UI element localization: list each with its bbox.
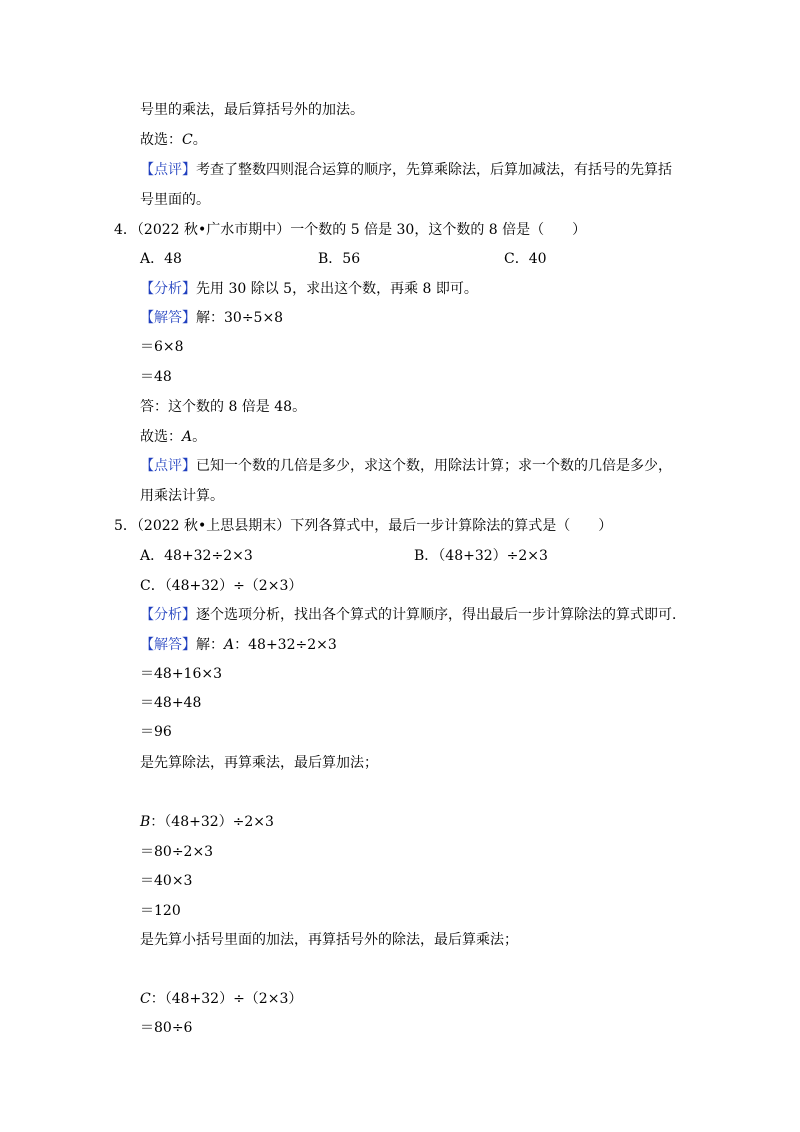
analysis-tag: 【分析】 bbox=[140, 607, 196, 623]
question-number: 5． bbox=[114, 518, 137, 534]
expression: ：（48+32）÷（2×3） bbox=[150, 991, 303, 1007]
choice-line bbox=[140, 427, 206, 447]
answer-tag: 【解答】 bbox=[140, 310, 196, 326]
choice-suffix: 。 bbox=[192, 132, 207, 148]
answer-tag: 【解答】 bbox=[140, 637, 196, 653]
choice-prefix: 故选： bbox=[140, 429, 182, 445]
question-text: （2022 秋•广水市期中）一个数的 5 倍是 30，这个数的 8 倍是（ ） bbox=[136, 222, 587, 238]
comment-text: 已知一个数的几倍是多少，求这个数，用除法计算；求一个数的几倍是多少， bbox=[196, 458, 672, 474]
analysis-text: 先用 30 除以 5，求出这个数，再乘 8 即可。 bbox=[196, 281, 478, 297]
analysis-line bbox=[140, 279, 478, 299]
option-b: B．（48+32）÷2×3 bbox=[414, 548, 548, 564]
comment-text: 考查了整数四则混合运算的顺序，先算乘除法，后算加减法，有括号的先算括 bbox=[196, 162, 672, 178]
analysis-tag: 【分析】 bbox=[140, 281, 196, 297]
answer-text: 解：30÷5×8 bbox=[196, 310, 284, 326]
option-c: C．40 bbox=[504, 251, 547, 267]
expression: ：48+32÷2×3 bbox=[234, 637, 337, 653]
option-c: C．（48+32）÷（2×3） bbox=[140, 578, 303, 594]
text-line: 号里的乘法，最后算括号外的加法。 bbox=[140, 102, 364, 118]
question-number: 4． bbox=[114, 222, 137, 238]
answer-line bbox=[140, 308, 283, 328]
choice-letter: A bbox=[182, 429, 193, 445]
option-letter: A bbox=[224, 637, 235, 653]
analysis-text: 逐个选项分析，找出各个算式的计算顺序，得出最后一步计算除法的算式即可． bbox=[196, 607, 686, 623]
choice-prefix: 故选： bbox=[140, 132, 182, 148]
answer-line bbox=[140, 635, 337, 655]
question-5-stem bbox=[114, 516, 612, 536]
comment-tag: 【点评】 bbox=[140, 162, 196, 178]
expression: ：（48+32）÷2×3 bbox=[150, 814, 274, 830]
solution-b-line bbox=[140, 812, 274, 832]
choice-suffix: 。 bbox=[192, 429, 207, 445]
step-line: ＝48+16×3 bbox=[140, 666, 222, 682]
step-line: ＝80÷2×3 bbox=[140, 844, 214, 860]
choice-letter: C bbox=[182, 132, 193, 148]
comment-line bbox=[140, 160, 672, 180]
option-a: A．48 bbox=[140, 251, 182, 267]
step-line: ＝6×8 bbox=[140, 339, 184, 355]
reply-line: 答：这个数的 8 倍是 48。 bbox=[140, 399, 307, 415]
note-line: 是先算小括号里面的加法，再算括号外的除法，最后算乘法； bbox=[140, 932, 518, 948]
solution-c-line bbox=[140, 989, 302, 1009]
step-line: ＝96 bbox=[140, 724, 172, 740]
options-row bbox=[140, 546, 700, 566]
step-line: ＝80÷6 bbox=[140, 1020, 193, 1036]
question-4-stem bbox=[114, 220, 586, 240]
comment-line-2: 用乘法计算。 bbox=[140, 488, 224, 504]
option-letter: C bbox=[140, 991, 151, 1007]
choice-line bbox=[140, 130, 207, 150]
option-letter: B bbox=[140, 814, 151, 830]
analysis-line bbox=[140, 605, 686, 625]
question-text: （2022 秋•上思县期末）下列各算式中，最后一步计算除法的算式是（ ） bbox=[136, 518, 613, 534]
comment-tag: 【点评】 bbox=[140, 458, 196, 474]
comment-line bbox=[140, 456, 672, 476]
note-line: 是先算除法，再算乘法，最后算加法； bbox=[140, 755, 378, 771]
step-line: ＝48 bbox=[140, 369, 172, 385]
options-row bbox=[140, 249, 700, 269]
option-b: B．56 bbox=[318, 251, 361, 267]
step-line: ＝48+48 bbox=[140, 695, 202, 711]
option-a: A．48+32÷2×3 bbox=[140, 548, 253, 564]
answer-prefix: 解： bbox=[196, 637, 224, 653]
comment-line-2: 号里面的。 bbox=[140, 192, 210, 208]
step-line: ＝40×3 bbox=[140, 873, 193, 889]
step-line: ＝120 bbox=[140, 903, 181, 919]
